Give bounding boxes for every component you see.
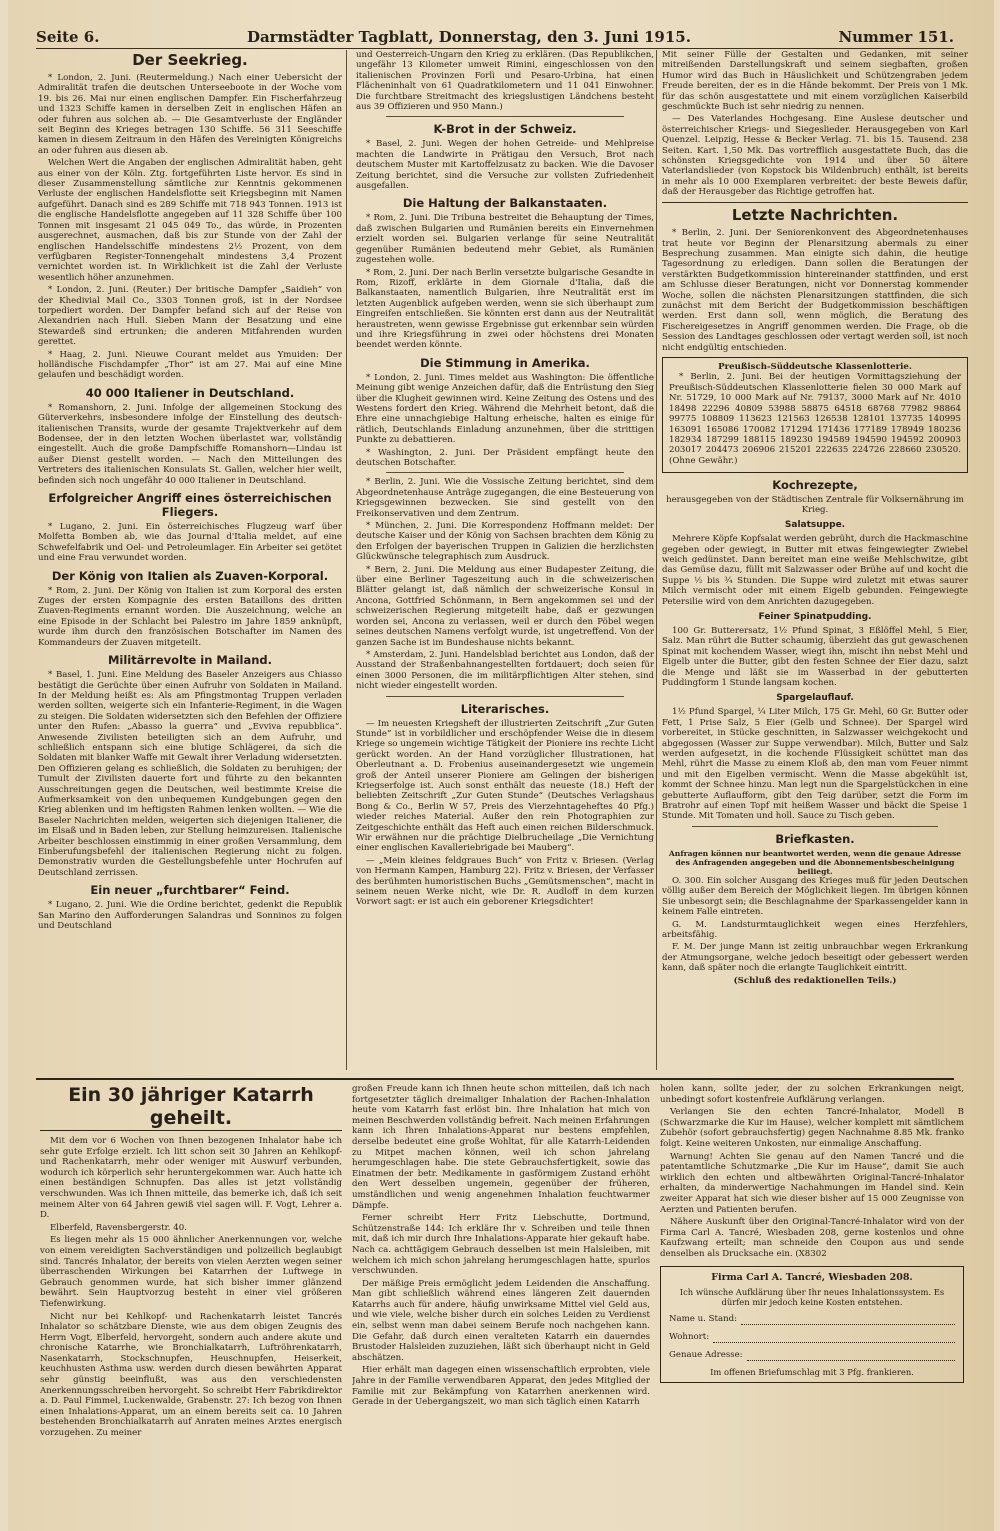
field-label: Wohnort: — [669, 1331, 710, 1342]
recipe-title-spargelauflauf: Spargelauflauf. — [776, 693, 854, 704]
headline-revolte: Militärrevolte in Mailand. — [107, 653, 273, 668]
article-paragraph: — „Mein kleines feldgraues Buch“ von Fritz v. Briesen. (Verlag von Hermann Kampen, Hamburg 22). Fritz v. Briesen, der Verfasser des berühmten humoristischen Buchs „Gemütsmenschen“, macht in seinem neuen Werke nicht, wie Dr. R. Audloff in dem kurzen Vorwort sagt: er ist auch ein geborener Kriegsdichter! — [356, 855, 654, 908]
article-paragraph: * Lugano, 2. Juni. Ein österreichisches Flugzeug warf über Molfetta Bomben ab, wie das Journal d'Italia meldet, auf eine Schwefelfabrik und Oel- und Petroleumlager. Ein Arbeiter sei getötet und eine Frau verwundet worden. — [38, 522, 342, 564]
article-paragraph: * Berlin, 2. Juni. Der Seniorenkonvent des Abgeordnetenhauses trat heute vor Beginn der Plenarsitzung abermals zu einer Besprechung zusammen. Man einigte sich dahin, die heutige Tagesordnung zu erledigen. Dann sollen die Beratungen der verstärkten Budgetkommission hintereinander stattfinden, und erst am Schlusse dieser Beratungen, nicht vor Donnerstag kommender Woche, sollen die nächsten Plenarsitzungen stattfinden, die sich zunächst mit dem Bericht der Budgetkommission beschäftigen werden. Erst dann soll, wenn möglich, die Beratung des Fischereigesetzes in Angriff genommen werden. Die Frage, ob die Session des Landtages geschlossen oder vertagt werden soll, ist noch nicht endgültig entschieden. — [662, 228, 968, 353]
column-3 — [662, 50, 968, 1075]
end-of-editorial: (Schluß des redaktionellen Teils.) — [733, 975, 897, 986]
ad-paragraph: Elberfeld, Ravensbergerstr. 40. — [50, 1222, 187, 1233]
article-paragraph: * Amsterdam, 2. Juni. Handelsblad berichtet aus London, daß der Ausstand der Straßenbahnangestellten fortdauert; doch seien für einen 3000 Personen, die im militärpflichtigen Alter stehen, sind nicht wieder eingestellt worden. — [356, 649, 654, 692]
article-paragraph: * München, 2. Juni. Die Korrespondenz Hoffmann meldet: Der deutsche Kaiser und der König von Sachsen brachten dem König zu den Erfolgen der bayerischen Truppen in Galizien die herzlichsten Glückwünsche telegraphisch zum Ausdruck. — [356, 521, 654, 563]
headline-italiener: 40 000 Italiener in Deutschland. — [85, 385, 295, 400]
headline-briefkasten: Briefkasten. — [775, 831, 855, 846]
article-paragraph: Welchen Wert die Angaben der englischen Admiralität haben, geht aus einer von der Köln. Ztg. fortgeführten Liste hervor. Es sind in dieser Zusammenstellung sämtliche zur Kenntnis gekommenen Verluste der englischen Handelsflotte seit Kriegsbeginn mit Namen aufgeführt. Danach sind es 289 Schiffe mit 718 943 Tonnen. 1913 ist die englische Handelsflotte angegeben auf 11 328 Schiffe über 100 Tonnen mit insgesamt 21 045 049 To., das würde, in Prozenten ausgerechnet, ausmachen, daß bis zur Stunde von der Zahl der englischen Handelsschiffe mindestens 2½ Prozent, von dem verfügbaren Register-Tonnengehalt mindestens 3,4 Prozent vernichtet worden ist. In Wirklichkeit ist die Zahl der Verluste wesentlich höher anzunehmen. — [38, 158, 342, 283]
ad-headline: Ein 30 jähriger Katarrh geheilt. — [40, 1084, 342, 1131]
lottery-results: * Berlin, 2. Juni. Bei der heutigen Vormittagsziehung der Preußisch-Süddeutschen Klassenlotterie fielen 30 000 Mark auf Nr. 51729, 10 000 Mark auf Nr. 79137, 3000 Mark auf Nr. 4010 18498 22296 40809 53988 58875 64518 68768 77982 98864 99775 108809 113623 121563 126538 128101 137735 140995 163091 165086 170082 171294 171436 177189 178949 180236 182934 187299 188115 189230 194589 194590 194592 200903 203017 204473 206906 215201 222635 224726 228660 230520. (Ohne Gewähr.) — [669, 372, 961, 466]
divider — [386, 116, 624, 117]
article-paragraph: — Des Vaterlandes Hochgesang. Eine Auslese deutscher und österreichischer Kriegs- und Siegeslieder. Herausgegeben von Karl Quenzel. Leipzig, Hesse & Becker Verlag. 71. bis 15. Tausend. 238 Seiten. Kart. 1,50 Mk. Das vortrefflich ausgestattete Buch, das die schönsten Kriegsgedichte von 1914 und über 50 ältere Vaterlandslieder (von Kopstock bis Wildenbruch) enthält, ist bereits in mehr als 10 000 Exemplaren verbreitet: der beste Beweis dafür, daß der Herausgeber das Richtige getroffen hat. — [662, 114, 968, 198]
article-paragraph: * London, 2. Juni. Times meldet aus Washington: Die öffentliche Meinung gibt wenige Anzeichen dafür, daß die Entrüstung den Sieg über die Klugheit gewinnen wird. Keine Zeitung des Ostens und des Westens fordert den Krieg. Während die Mehrheit betont, daß die Ehre eine unnachgiebige Haltung erheische, halten es einige für rätlich, Deutschlands Einladung anzunehmen, über die strittigen Punkte zu debattieren. — [356, 372, 654, 446]
headline-koenig: Der König von Italien als Zuaven-Korporal. — [51, 568, 329, 583]
headline-angriff: Erfolgreicher Angriff eines österreichischen Fliegers. — [48, 491, 332, 520]
headline-literarisches: Literarisches. — [460, 701, 550, 716]
ad-paragraph: Nicht nur bei Kehlkopf- und Rachenkatarrh leistet Tancrés Inhalator so schätzbare Dienste, wie aus dem obigen Zeugnis des Herrn Vogt, Elberfeld, hervorgeht, sondern auch andere akute und chronische Katarrhe, wie Bronchialkatarrh, Luftröhrenkatarrh, Nasenkatarrh, Stockschnupfen, Heuschnupfen, Heiserkeit, keuchhusten Asthma usw. werden durch diesen bewährten Apparat sehr günstig beeinflußt, was aus den verschiedensten Anerkennungsschreiben hervorgeht. So schreibt Herr Fabrikdirektor a. D. Paul Fimmel, Luckenwalde, Grabenstr. 27: Ich bezog von Ihnen einen Inhalations-Apparat, um an einem bereits seit ca. 10 Jahren bestehenden Bronchialkatarrh auf Anraten meines Arztes energisch vorzugehen. Zu meiner — [40, 1311, 342, 1439]
ad-paragraph: holen kann, sollte jeder, der zu solchen Erkrankungen neigt, unbedingt sofort kostenfreie Aufklärung verlangen. — [660, 1084, 964, 1105]
briefkasten-note: Anfragen können nur beantwortet werden, wenn die genaue Adresse des Anfragenden angegeben und die Abonnementsbescheinigung beiliegt. — [668, 848, 962, 876]
article-paragraph: * Rom, 2. Juni. Die Tribuna bestreitet die Behauptung der Times, daß zwischen Bulgarien und Rumänien bereits ein Einvernehmen erzielt worden sei. Bulgarien verlange für seine Neutralität gegenüber Rumänien bedeutend mehr Gebiet, als Rumänien zugestehen wolle. — [356, 213, 654, 266]
divider — [386, 696, 624, 697]
article-paragraph: * London, 2. Juni. (Reutermeldung.) Nach einer Uebersicht der Admiralität trafen die deutschen Unterseeboote in der Woche vom 19. bis 26. Mai nur einen englischen Dampfer. Ein Fischerfahrzeug und 1323 Schiffe kamen in derselben Zeit in englischen Häfen an oder fuhren aus solchen ab. — Die Gesamtverluste der Engländer seit Beginn des Krieges betragen 130 Schiffe. 56 311 Seeschiffe kamen in diesem Zeitraum in den Häfen des Vereinigten Königreichs an oder fuhren aus diesen ab. — [38, 73, 342, 156]
ad-paragraph: großen Freude kann ich Ihnen heute schon mitteilen, daß ich nach fortgesetzter täglich dreimaliger Inhalation der Rachen-Inhalation heute vom Katarrh fast erlöst bin. Ihre Inhalation hat mich von meinen Beschwerden vollständig befreit. Nach meinen Erfahrungen kann ich Ihren Inhalations-Apparat nur bestens empfehlen, derselbe bedeutet eine große Wohltat, für alle Katarrh-Leidenden zu Mitpet machen können, weil ich schon jahrelang herumgeschlagen habe. Die stete Gebrauchsfertigkeit, sowie das Einatmen der betr. Medikamente in gasförmigem Zustand erhöht den Wert desselben ungemein, gegenüber der früheren, umständlichen und wenig angenehmen Inhalation feuchtwarmer Dämpfe. — [352, 1084, 650, 1211]
ad-paragraph: Hier erhält man dagegen einen wissenschaftlich erprobten, viele Jahre in der Familie verwendbaren Apparat, den jedes Mitglied der Familie mit zur Bekämpfung von Katarrhen anerkennen wird. Gerade in der Uebergangszeit, wo man sich täglich einen Katarrh — [352, 1365, 650, 1408]
order-coupon[interactable] — [660, 1266, 964, 1383]
field-line — [741, 1315, 955, 1325]
article-paragraph: * Berlin, 2. Juni. Wie die Vossische Zeitung berichtet, sind dem Abgeordnetenhause Anträge zugegangen, die eine Besteuerung von Kriegsgewinnen bezwecken. Sie sind gestellt von den Freikonservativen und dem Zentrum. — [356, 477, 654, 519]
coupon-footer: Im offenen Briefumschlag mit 3 Pfg. frankieren. — [710, 1366, 914, 1377]
divider — [386, 472, 624, 473]
headline-kbrot: K-Brot in der Schweiz. — [433, 122, 577, 137]
article-paragraph: * Bern, 2. Juni. Die Meldung aus einer Budapester Zeitung, die über eine Berliner Tageszeitung auch in die schweizerischen Blätter gelangt ist, daß nämlich der schweizerische Konsul in Ancona, Gottfried Schönmann, in Bern angekommen sei und der schweizerischen Regierung mitgeteilt habe, daß er gezwungen worden sei, Ancona zu verlassen, weil er durch den Pöbel wegen seines deutschen Namens verfolgt wurde, ist ungetreffend. Von der ganzen Sache ist im Bundeshause nichts bekannt. — [356, 564, 654, 648]
lottery-box — [662, 357, 968, 473]
masthead-line: Darmstädter Tagblatt, Donnerstag, den 3. Juni 1915. — [246, 28, 691, 46]
ad-paragraph: Verlangen Sie den echten Tancré-Inhalator, Modell B (Schwarzmarke die Kur im Hause), welcher komplett mit sämtlichem Zubehör (sofort gebrauchsfertig) gegen Nachnahme 8.85 Mk. franko folgt. Keine weiteren Unkosten, nur einmalige Anschaffung. — [660, 1107, 964, 1149]
article-paragraph: * Rom, 2. Juni. Der nach Berlin versetzte bulgarische Gesandte in Rom, Rizoff, erklärte in dem Giornale d'Italia, daß die Balkanstaaten, namentlich Bulgarien, ihre Neutralität erst im letzten Augenblick aufgeben werden, wenn sie sich überhaupt zum Eingreifen entschließen. Sie könnten erst dann aus der Neutralität heraustreten, wenn gewisse Ergebnisse gut erkennbar sein würden und ihre Kriegsführung in zwei oder höchstens drei Monaten beendet werden könnte. — [356, 267, 654, 351]
ad-paragraph: Der mäßige Preis ermöglicht jedem Leidenden die Anschaffung. Man gibt schließlich während eines längeren Zeit dauernden Katarrhs auch für andere, häufig unwirksame Mittel viel Geld aus, und wie viele, welche bisher durch ein solches Leiden zu Verdienst ein, selbst wenn man dabei seinem Berufe noch nachgehen kann. Die Gefahr, daß durch einen veralteten Katarrh ein dauerndes Brustoder Halsleiden zuzuziehen, läßt sich überhaupt nicht in Geld abschätzen. — [352, 1278, 650, 1363]
ad-paragraph: Warnung! Achten Sie genau auf den Namen Tancré und die patentamtliche Schutzmarke „Die Kur im Hause“, damit Sie auch wirklich den echten und altbewährten Original-Tancré-Inhalator erhalten, da minderwertige Nachahmungen im Handel sind. Kein zweiter Apparat hat sich wie dieser bisher auf 15 000 Zeugnisse von Aerzten und Patienten berufen. — [660, 1151, 964, 1215]
article-paragraph: * Basel, 2. Juni. Wegen der hohen Getreide- und Mehlpreise machten die Landwirte in Prätigau den Versuch, Brot nach deutschem Muster mit Kartoffelzusatz zu backen. Wie die Davoser Zeitung berichtet, sind die Versuche zur vollsten Zufriedenheit ausgefallen. — [356, 139, 654, 192]
coupon-title: Firma Carl A. Tancré, Wiesbaden 208. — [711, 1271, 913, 1283]
issue-number: Nummer 151. — [838, 28, 954, 46]
field-line — [747, 1351, 955, 1361]
ad-column-1 — [40, 1084, 342, 1524]
ad-paragraph: Es liegen mehr als 15 000 ähnlicher Anerkennungen vor, welche von einem vereidigten Sachverständigen und polizeilich beglaubigt sind. Tancrés Inhalator, der bereits von vielen Aerzten wegen seiner überraschenden Wirkungen bei Katarrhen der Luftwege in Gebrauch genommen wurde, hat sich bisher immer glänzend bewährt. Sein Hauptvorzug besteht in einer viel größeren Tiefenwirkung. — [40, 1235, 342, 1309]
headline-amerika: Die Stimmung in Amerika. — [420, 355, 590, 370]
column-rule — [656, 50, 657, 1070]
recipe-title-salatsuppe: Salatsuppe. — [784, 520, 846, 531]
headline-feind: Ein neuer „furchtbarer“ Feind. — [90, 883, 290, 898]
divider — [692, 826, 938, 827]
article-paragraph: — Im neuesten Kriegsheft der illustrierten Zeitschrift „Zur Guten Stunde“ ist in vorbildlicher und erschöpfender Weise die in diesem Kriege so ungemein wichtige Tätigkeit der Pioniere ins rechte Licht gerückt worden. An der Hand vorzüglicher Illustrationen, hat Oberleutnant a. D. Frobenius auseinandergesetzt wie ungemein groß der Anteil unserer Pioniere am Gelingen der bisherigen Kriegserfolge ist. Auch sonst enthält das neueste (18.) Heft der beliebten Zeitschrift „Zur Guten Stunde“ (Deutsches Verlagshaus Bong & Co., Berlin W 57, Preis des Vierzehntageheftes 40 Pfg.) wieder reiches Material. Außer den rein Photographien zur Zeitgeschichte enthält das Heft auch einen reichen Bilderschmuck. Wir erwähnen nur die prächtige Dielbrucheilage „Die Vernichtung einer englischen Kavalleriebrigade bei Mauberg“. — [356, 718, 654, 854]
address-field[interactable] — [669, 1349, 955, 1361]
recipe-text: Mehrere Köpfe Kopfsalat werden gebrüht, durch die Hackmaschine gegeben oder gewiegt, in Butter mit etwas feingewiegter Zwiebel weich gedünstet. Dann bereitet man eine weiße Mehlschwitze, gibt das Gemüse dazu, füllt mit Salzwasser oder Brühe auf und kocht die Suppe ½ bis ¾ Stunden. Die Suppe wird zuletzt mit etwas saurer Milch vermischt oder mit einem Eigelb gebunden. Feingewiegte Petersilie wird von dem Anrichten dazugegeben. — [662, 534, 968, 607]
kochrezepte-subtitle: herausgegeben von der Städtischen Zentrale für Volksernährung im Krieg. — [666, 495, 964, 516]
headline-seekrieg: Der Seekrieg. — [132, 51, 248, 69]
article-paragraph: * Lugano, 2. Juni. Wie die Ordine berichtet, gedenkt die Republik San Marino den Aufforderungen Salandras und Sonninos zu folgen und Deutschland — [38, 900, 342, 932]
letter-answer: F. M. Der junge Mann ist zeitig unbrauchbar wegen Erkrankung der Atmungsorgane, welche jedoch beseitigt oder gebessert werden kann, daß später noch die erlangte Tauglichkeit eintritt. — [662, 942, 968, 974]
article-paragraph: und Oesterreich-Ungarn den Krieg zu erklären. (Das Republikchen, ungefähr 13 Kilometer umweit Rimini, eingeschlossen von den italienischen Provinzen Forlì und Pesaro-Urbina, hat einen Flächeninhalt von 61 Quadratkilometern und 11 041 Einwohner. Die furchtbare Streitmacht des kriegslustigen Ländchens besteht aus 39 Offizieren und 950 Mann.) — [356, 50, 654, 113]
article-paragraph: Mit seiner Fülle der Gestalten und Gedanken, mit seiner mitreißenden Darstellungskraft und seinem siegbaften, großen Humor wird das Buch in Häuslichkeit und Schützengraben jedem Freude bereiten, der es in die Hände bekommt. Der Preis von 1 Mk. für das schön ausgestattete und mit einem vorzüglichen Kaiserbild geschmückte Buch ist sehr niedrig zu nennen. — [662, 50, 968, 113]
field-label: Name u. Stand: — [669, 1313, 738, 1324]
article-paragraph: * Haag, 2. Juni. Nieuwe Courant meldet aus Ymuiden: Der holländische Fischdampfer „Thor“ ist am 27. Mai auf eine Mine gelaufen und beschädigt worden. — [38, 349, 342, 381]
advertisement-rule — [36, 1078, 954, 1080]
recipe-text: 1½ Pfund Spargel, ¼ Liter Milch, 175 Gr. Mehl, 60 Gr. Butter oder Fett, 1 Prise Salz, 5 Eier (Gelb und Schnee). Der Spargel wird vorbereitet, in Stücke geschnitten, in Salzwasser weichgekocht und abgegossen (Wasser zur Suppe verwendbar). Milch, Butter und Salz werden aufgesetzt, in die kochende Flüssigkeit schüttet man das Mehl, rührt die Masse zu einem Kloß ab, den man vom Feuer nimmt und mit den Eigelben vermischt. Wenn die Masse abgekühlt ist, kommt der Schnee hinzu. Man legt nun die Spargelstückchen in eine gebutterte Auflaufform, gibt den Teig darüber, setzt die Form im Bratrohr auf einen Topf mit heißem Wasser und bäckt die Speise 1 Stunde. Mit Tomaten und holl. Sauce zu Tisch geben. — [662, 707, 968, 822]
name-field[interactable] — [669, 1313, 955, 1325]
recipe-text: 100 Gr. Butterersatz, 1½ Pfund Spinat, 3 Eßlöffel Mehl, 5 Eier, Salz. Man rührt die Butter schaumig, überzieht das gut gewaschenen Spinat mit kochendem Wasser, wiegt ihn, mischt ihn nebst Mehl und Eigelb unter die Butter, gibt den festen Schnee der Eier dazu, salzt die Menge und läßt sie im Wasserbad in der gebutterten Puddingform 1 Stunde langsam kochen. — [662, 625, 968, 688]
ad-column-2 — [352, 1084, 650, 1524]
residence-field[interactable] — [669, 1331, 955, 1343]
column-1 — [38, 50, 342, 1075]
divider — [662, 202, 968, 204]
headline-kochrezepte: Kochrezepte, — [772, 478, 858, 493]
field-label: Genaue Adresse: — [669, 1349, 743, 1360]
column-2 — [356, 50, 654, 1075]
article-paragraph: * London, 2. Juni. (Reuter.) Der britische Dampfer „Saidieh“ von der Khedivial Mail Co., 3303 Tonnen groß, ist in der Nordsee torpediert worden. Der Dampfer befand sich auf der Reise von Alexandrien nach Hull. Sieben Mann der Besatzung und eine Stewardeß sind ertrunken; die anderen Mitfahrenden wurden gerettet. — [38, 285, 342, 348]
ad-paragraph — [660, 1217, 964, 1259]
newspaper-page — [8, 0, 994, 1531]
ad-paragraph: Mit dem vor 6 Wochen von Ihnen bezogenen Inhalator habe ich sehr gute Erfolge erzielt. Ich litt schon seit 30 Jahren an Kehlkopf- und Rachenkatarrh, mehr oder weniger mit Auswurf verbunden, wodurch ich körperlich sehr heruntergekommen war. Auch hatte ich einen beständigen Schnupfen. Das alles ist jetzt vollständig verschwunden. Was ich Ihnen mitteile, das bemerke ich, daß ich seit meinem Alter von 64 Jahren gewiß viel sagen will. F. Vogt, Lehrer a. D. — [40, 1136, 342, 1221]
article-paragraph: * Romanshorn, 2. Juni. Infolge der allgemeinen Stockung des Güterverkehrs, insbesondere infolge der Einstellung des deutsch-italienischen Transits, wurde der gesamte Trajektverkehr auf dem Bodensee, der in den letzten Wochen überlastet war, vollständig eingestellt. Auch die große Dampfschiffe Romanshorn—Lindau ist außer Dienst gestellt worden. — Nach den Mitteilungen des Vertreters des italienischen Konsulats St. Gallen, welcher hier weilt, befinden sich noch ungefähr 40 000 Italiener in Deutschland. — [38, 402, 342, 486]
coupon-text: Ich wünsche Aufklärung über Ihr neues Inhalationssystem. Es dürfen mir jedoch keine Kosten entstehen. — [679, 1286, 945, 1307]
field-line — [713, 1333, 955, 1343]
recipe-title-spinatpudding: Feiner Spinatpudding. — [758, 611, 872, 622]
ad-column-3 — [660, 1084, 964, 1524]
lottery-title: Preußisch-Süddeutsche Klassenlotterie. — [718, 362, 912, 373]
headline-letzte-nachrichten: Letzte Nachrichten. — [731, 206, 899, 225]
letter-answer: G. M. Landsturmtauglichkeit wegen eines Herzfehlers, arbeitsfähig. — [662, 919, 968, 940]
article-paragraph: * Rom, 2. Juni. Der König von Italien ist zum Korporal des ersten Zuges der ersten Kompagnie des ersten Bataillons des dritten Zuaven-Regiments ernannt worden. Die Auszeichnung, welche an eine Episode in der Schlacht bei Palestro im Jahre 1859 anknüpft, wurde ihm durch den französischen Botschafter im Namen des Kommandeurs der Zuaven mitgeteilt. — [38, 585, 342, 648]
page-number: Seite 6. — [36, 28, 100, 46]
letter-answer: O. 300. Ein solcher Ausgang des Krieges muß für jeden Deutschen völlig außer dem Bereich der Möglichkeit liegen. Im übrigen können Sie unbesorgt sein; die Beschlagnahme der Sparkassengelder kann in keinem Falle eintreten. — [662, 875, 968, 918]
headline-balkan: Die Haltung der Balkanstaaten. — [402, 196, 608, 211]
page-header — [36, 26, 954, 49]
column-rule — [346, 50, 347, 1070]
ad-text: Nähere Auskunft über den Original-Tancré-Inhalator wird von der Firma Carl A. Tancré, Wiesbaden 208, gerne kostenlos und ohne Kaufzwang erteilt; man schneide den Coupon aus und sende denselben als Drucksache ein. — [660, 1217, 964, 1259]
article-paragraph: * Basel, 1. Juni. Eine Meldung des Baseler Anzeigers aus Chiasso bestätigt die Gerüchte über einen Aufruhr von Soldaten in Mailand. In der Meldung heißt es: Als am Pfingstmontag Truppen verladen werden sollten, weigerte sich ein Infanterie-Regiment, in die Wagen zu steigen. Die Soldaten widersetzten sich den Befehlen der Offiziere unter den Rufen: „Abasso la guerra“ und „Evviva repubblica“. Anwesende Zivilisten beteiligten sich an dem Aufruhr, und schließlich entspann sich eine blutige Schlägerei, da sich die Soldaten mit blanker Waffe mit Gewalt ihrer Verladung widersetzten. Den Offizieren gelang es schließlich, die Soldaten zu beruhigen; der Tumult der Zivilisten dauerte fort und führte zu den bekannten Ausschreitungen gegen die Deutschen, weil bestimmte Kreise die Aufmerksamkeit von den unbequemen Kundgebungen gegen den Krieg ablenken und im heftigsten Rahmen lenken wollten. — Wie die Baseler Nachrichten melden, weigerten sich diejenigen Italiener, die im Elsaß und in Baden leben, zur Stellung heimzureisen. Italienische Arbeiter beschlossen einstimmig in einer großen Versammlung, dem Einberufungsbefehl der italienischen Regierung nicht zu folgen. Demonstrativ wurden die Gestellungsbefehle unter Hochrufen auf Deutschland zerrissen. — [38, 670, 342, 878]
ad-code: (X8302 — [795, 1248, 827, 1259]
article-paragraph: * Washington, 2. Juni. Der Präsident empfängt heute den deutschen Botschafter. — [356, 447, 654, 468]
ad-paragraph: Ferner schreibt Herr Fritz Liebschutte, Dortmund, Schützenstraße 144: Ich erkläre Ihr v. Schreiben und teile Ihnen mit, daß ich mir durch Ihre Inhalations-Apparate hier gekauft habe. Nach ca. achttägigem Gebrauch desselben ist mein Halsleiben, mit welchem ich mich schon jahrelang herumgeschlagen hatte, spurlos verschwunden. — [352, 1213, 650, 1277]
